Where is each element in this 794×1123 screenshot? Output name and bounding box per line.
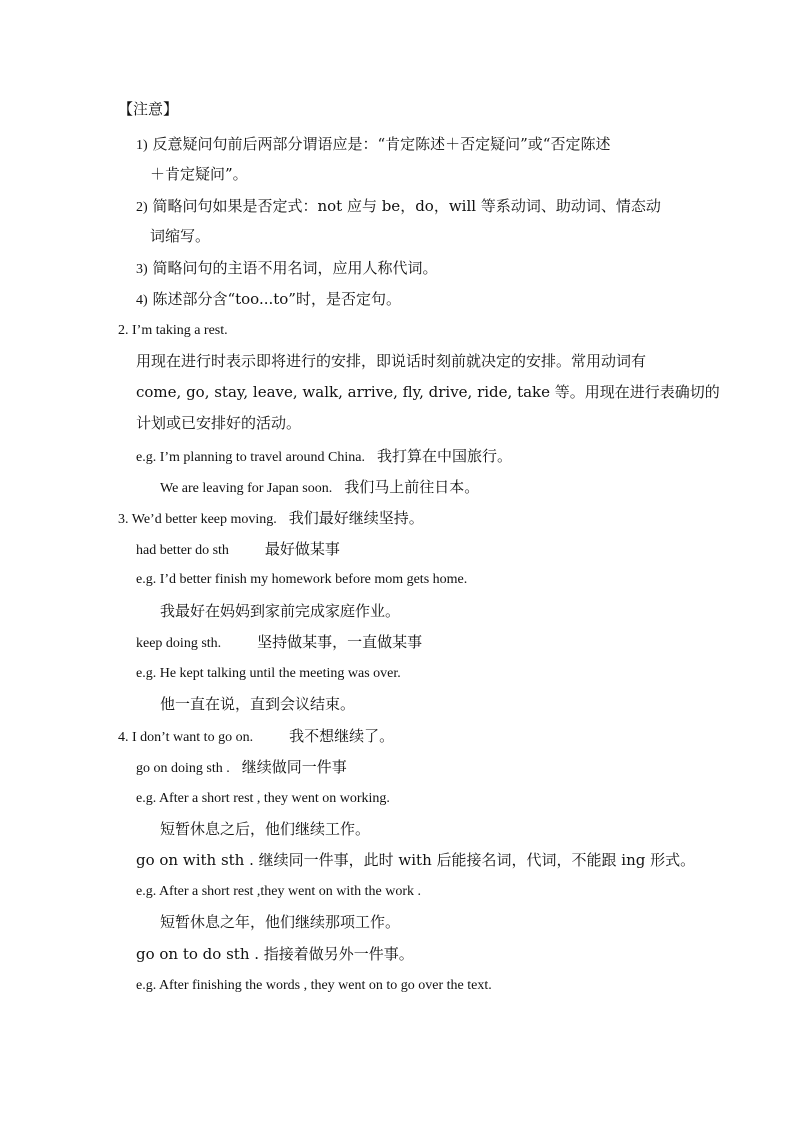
notice-item-2-text: 简略问句如果是否定式：not 应与 be，do，will 等系动词、助动词、情态动 — [152, 197, 661, 215]
section-3-phrase-2-en: keep doing sth. — [136, 636, 222, 651]
section-4-phrase-1-zh: 继续做同一件事 — [241, 758, 347, 776]
section-4-example-1-en: e.g. After a short rest , they went on working. — [136, 791, 390, 806]
notice-item-1-text: 反意疑问句前后两部分谓语应是：“肯定陈述＋否定疑问”或“否定陈述 — [152, 135, 611, 153]
section-3-example-1-en: e.g. I’d better finish my homework before mom gets home. — [136, 572, 468, 587]
section-4-title-en: 4. I don’t want to go on. — [118, 730, 254, 745]
section-3-phrase-2-zh: 坚持做某事，一直做某事 — [257, 633, 423, 651]
notice-item-2 — [136, 196, 661, 218]
section-2-example-1-en: e.g. I’m planning to travel around China. — [136, 450, 365, 465]
section-2-desc-line-3: 计划或已安排好的活动。 — [136, 414, 302, 432]
notice-item-4-number: 4) — [136, 293, 148, 308]
notice-item-3 — [136, 258, 437, 280]
section-4-example-3-en: e.g. After finishing the words , they went on to go over the text. — [136, 978, 492, 993]
section-3-title-zh: 我们最好继续坚持。 — [288, 509, 424, 527]
notice-item-1-continued: ＋肯定疑问”。 — [150, 165, 248, 183]
section-4-example-1-zh: 短暂休息之后，他们继续工作。 — [160, 820, 371, 838]
section-3-title — [118, 508, 424, 530]
notice-item-1 — [136, 134, 610, 156]
section-3-phrase-2 — [136, 632, 422, 654]
section-3-phrase-1 — [136, 539, 340, 561]
section-2-example-2 — [160, 477, 479, 499]
notice-item-3-number: 3) — [136, 262, 148, 277]
section-4-title — [118, 726, 394, 748]
section-2-desc-line-2: come, go, stay, leave, walk, arrive, fly, drive, ride, take 等。用现在进行表确切的 — [136, 383, 720, 401]
notice-item-4 — [136, 289, 401, 311]
section-2-title: 2. I’m taking a rest. — [118, 323, 228, 338]
notice-item-2-number: 2) — [136, 200, 148, 215]
section-2-example-2-zh: 我们马上前往日本。 — [344, 478, 480, 496]
section-3-example-1-zh: 我最好在妈妈到家前完成家庭作业。 — [160, 602, 401, 620]
section-3-example-2-zh: 他一直在说，直到会议结束。 — [160, 695, 356, 713]
notice-item-3-text: 简略问句的主语不用名词，应用人称代词。 — [152, 259, 438, 277]
notice-header: 【注意】 — [118, 100, 179, 118]
section-4-example-2-zh: 短暂休息之年，他们继续那项工作。 — [160, 913, 401, 931]
section-3-example-2-en: e.g. He kept talking until the meeting was over. — [136, 666, 401, 681]
section-2-example-2-en: We are leaving for Japan soon. — [160, 481, 333, 496]
notice-item-2-continued: 词缩写。 — [150, 227, 211, 245]
notice-item-4-text: 陈述部分含“too...to”时，是否定句。 — [152, 290, 401, 308]
section-3-phrase-1-en: had better do sth — [136, 543, 229, 558]
section-4-phrase-2: go on with sth . 继续同一件事，此时 with 后能接名词，代词，不能跟 ing 形式。 — [136, 851, 696, 869]
section-3-title-en: 3. We’d better keep moving. — [118, 512, 277, 527]
section-2-example-1-zh: 我打算在中国旅行。 — [377, 447, 513, 465]
section-3-phrase-1-zh: 最好做某事 — [264, 540, 340, 558]
section-4-title-zh: 我不想继续了。 — [289, 727, 395, 745]
section-4-phrase-1-en: go on doing sth . — [136, 761, 230, 776]
section-2-example-1 — [136, 446, 512, 468]
section-4-phrase-3: go on to do sth . 指接着做另外一件事。 — [136, 945, 414, 963]
notice-item-1-number: 1) — [136, 138, 148, 153]
section-2-desc-line-1: 用现在进行时表示即将进行的安排，即说话时刻前就决定的安排。常用动词有 — [136, 352, 647, 370]
section-4-phrase-1 — [136, 757, 347, 779]
section-4-example-2-en: e.g. After a short rest ,they went on with the work . — [136, 884, 421, 899]
